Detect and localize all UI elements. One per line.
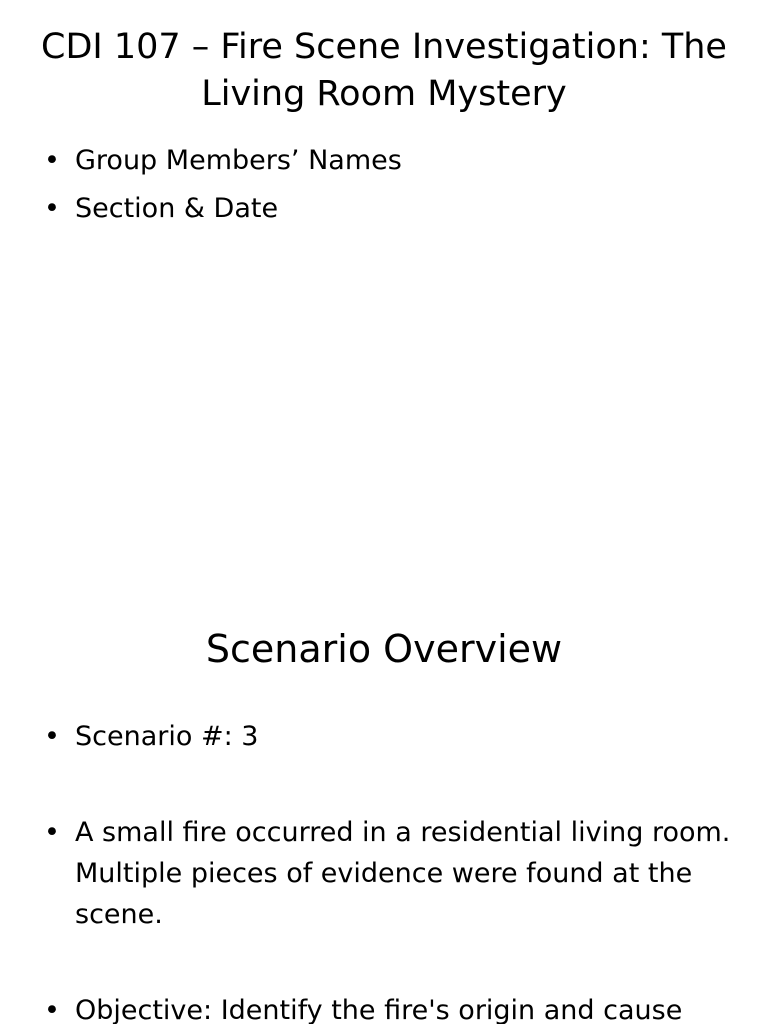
slide-title: CDI 107 – Fire Scene Investigation: The Living Room Mystery bbox=[41, 27, 727, 114]
bullet-icon: • bbox=[44, 193, 60, 224]
bullet-text: Objective: Identify the fire's origin and cause bbox=[75, 995, 683, 1024]
bullet-text: Scenario #: 3 bbox=[75, 721, 259, 752]
bullet-list bbox=[44, 716, 734, 1024]
bullet-icon: • bbox=[44, 817, 60, 848]
bullet-icon: • bbox=[44, 721, 60, 752]
bullet-list bbox=[44, 140, 734, 236]
bullet-text: A small fire occurred in a residential living room. Multiple pieces of evidence were found at the scene. bbox=[75, 817, 731, 930]
slide-2 bbox=[0, 560, 768, 1024]
bullet-item bbox=[44, 990, 734, 1024]
bullet-text: Section & Date bbox=[75, 193, 279, 224]
bullet-text: Group Members’ Names bbox=[75, 145, 402, 176]
slide-title: Scenario Overview bbox=[205, 627, 563, 671]
bullet-item bbox=[44, 188, 734, 229]
bullet-item bbox=[44, 716, 734, 757]
bullet-icon: • bbox=[44, 995, 60, 1024]
bullet-item bbox=[44, 140, 734, 181]
bullet-item bbox=[44, 812, 734, 935]
bullet-icon: • bbox=[44, 145, 60, 176]
